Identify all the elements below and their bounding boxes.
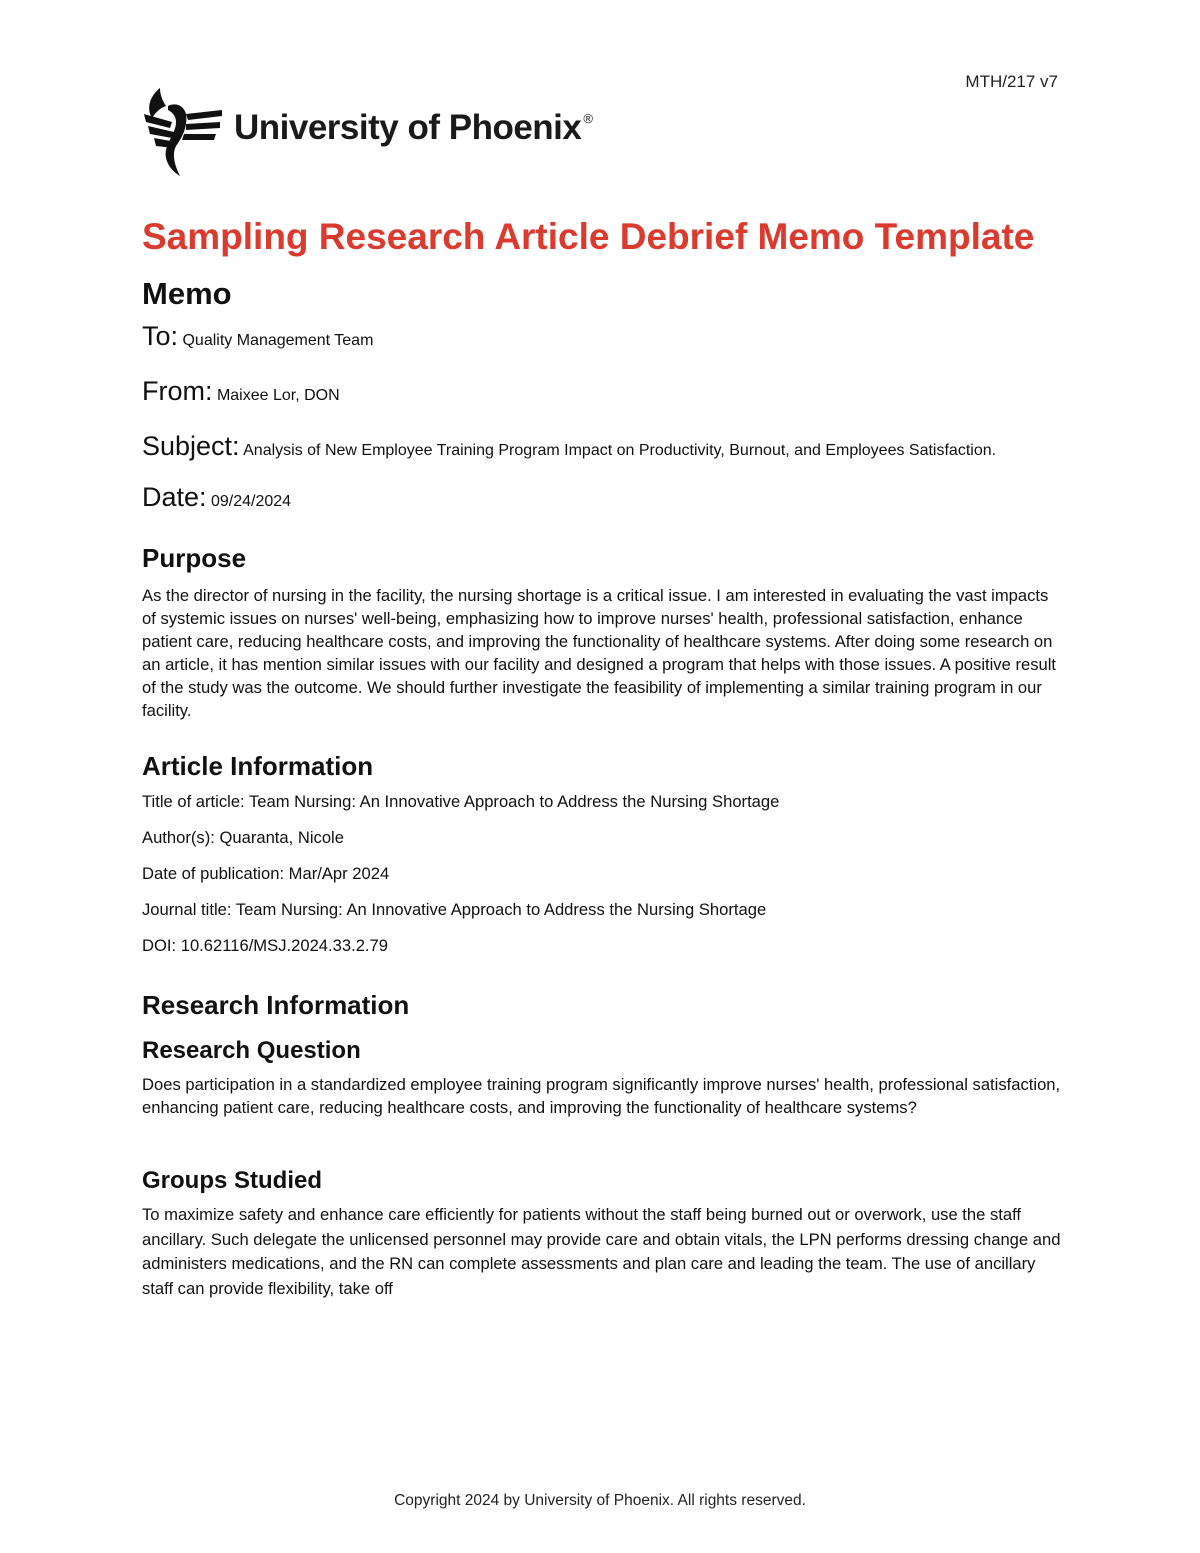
memo-heading: Memo xyxy=(142,276,232,311)
document-body xyxy=(142,214,1062,1301)
university-logo xyxy=(142,86,592,178)
course-code: MTH/217 v7 xyxy=(965,72,1058,91)
article-title-line: Title of article: Team Nursing: An Innovative Approach to Address the Nursing Shortage xyxy=(142,792,780,811)
purpose-heading: Purpose xyxy=(142,543,247,573)
research-question-heading: Research Question xyxy=(142,1037,361,1064)
research-question-text: Does participation in a standardized employee training program significantly improve nurses' health, professional satisfaction, enhancing patient care, reducing healthcare costs, and improving the functionality of healthcare systems? xyxy=(142,1075,1061,1117)
article-doi-line: DOI: 10.62116/MSJ.2024.33.2.79 xyxy=(142,936,388,955)
article-journal-line: Journal title: Team Nursing: An Innovative Approach to Address the Nursing Shortage xyxy=(142,900,767,919)
phoenix-bird-icon xyxy=(142,86,224,178)
article-date-line: Date of publication: Mar/Apr 2024 xyxy=(142,864,390,883)
page-title: Sampling Research Article Debrief Memo Template xyxy=(142,216,1035,257)
groups-studied-heading: Groups Studied xyxy=(142,1167,322,1194)
logo-text: University of Phoenix ® xyxy=(234,108,593,147)
memo-from: From: Maixee Lor, DON xyxy=(142,376,340,406)
memo-date: Date: 09/24/2024 xyxy=(142,482,292,512)
memo-subject: Subject: Analysis of New Employee Training Program Impact on Productivity, Burnout, and Employees Satisfaction. xyxy=(142,431,997,461)
research-heading: Research Information xyxy=(142,990,410,1020)
groups-studied-text: To maximize safety and enhance care efficiently for patients without the staff being burned out or overwork, use the staff ancillary. Such delegate the unlicensed personnel may provide care and obtain vitals, the LPN performs dressing change and administers medications, and the RN can complete assessments and plan care and leading the team. The use of ancillary staff can provide flexibility, take off xyxy=(142,1205,1061,1298)
article-authors-line: Author(s): Quaranta, Nicole xyxy=(142,828,344,847)
memo-to: To: Quality Management Team xyxy=(142,321,374,351)
copyright-footer: Copyright 2024 by University of Phoenix. All rights reserved. xyxy=(394,1492,806,1509)
article-heading: Article Information xyxy=(142,751,374,781)
purpose-text: As the director of nursing in the facility, the nursing shortage is a critical issue. I am interested in evaluating the vast impacts of systemic issues on nurses' well-being, emphasizing how to improve nurses' health, professional satisfaction, enhance patient care, reducing healthcare costs, and improving the functionality of healthcare systems. After doing some research on an article, it has mention similar issues with our facility and designed a program that helps with those issues. A positive result of the study was the outcome. We should further investigate the feasibility of implementing a similar training program in our facility. xyxy=(142,586,1057,720)
